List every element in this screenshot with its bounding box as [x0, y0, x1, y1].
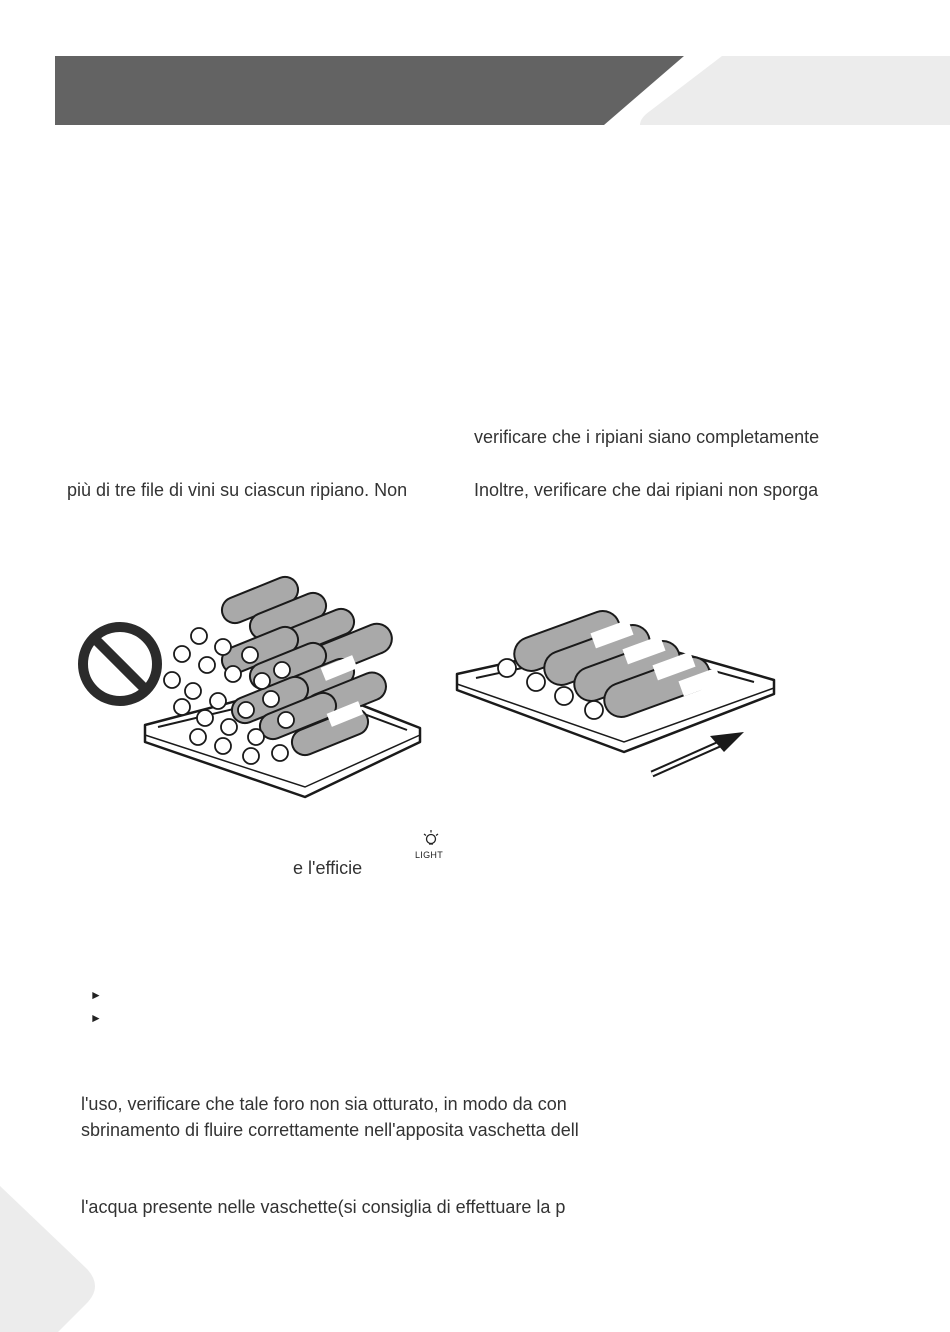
- paragraph-1-line-1: l'uso, verificare che tale foro non sia otturato, in modo da con: [81, 1094, 567, 1114]
- text-line-1: verificare che i ripiani siano completamente: [474, 427, 820, 447]
- text-line-2-right: Inoltre, verificare che dai ripiani non sporga: [474, 480, 819, 500]
- text-line-2-left: più di tre file di vini su ciascun ripiano. Non: [67, 480, 408, 500]
- no-entry-icon: [83, 627, 157, 701]
- paragraph-1-line-2: sbrinamento di fluire correttamente nell'apposita vaschetta dell: [81, 1120, 579, 1140]
- text-efficie: e l'efficie: [293, 858, 363, 878]
- correct-shelf-illustration: [452, 600, 782, 790]
- paragraph-2-line-1: l'acqua presente nelle vaschette(si consiglia di effettuare la p: [81, 1197, 566, 1217]
- overloaded-shelf-illustration: [70, 575, 430, 805]
- triangle-right-icon: ►: [90, 1011, 102, 1025]
- header-band: [0, 0, 950, 130]
- arrow-up-right-icon: [652, 732, 744, 774]
- triangle-right-icon: ►: [90, 988, 102, 1002]
- light-label: LIGHT: [415, 850, 444, 860]
- light-bulb-icon: [419, 828, 443, 850]
